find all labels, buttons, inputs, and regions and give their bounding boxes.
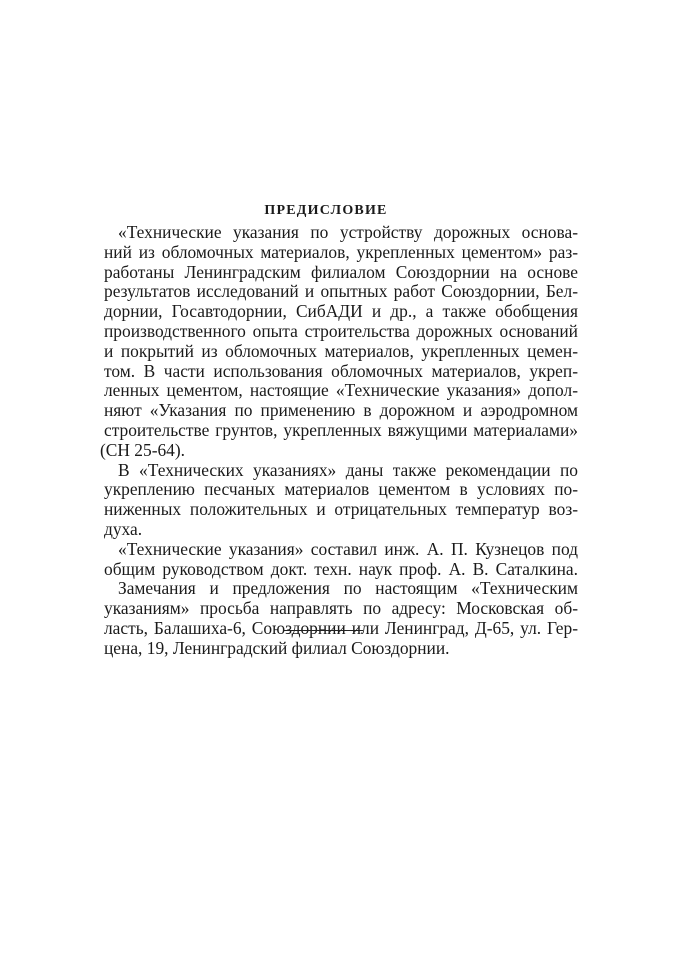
- text-line: цена, 19, Ленинградский филиал Союздорнии.: [104, 637, 450, 658]
- preface-text: [100, 222, 578, 659]
- text-line: том. В части использования обломочных материалов, укреп-: [104, 360, 578, 381]
- text-line: ленных цементом, настоящие «Технические указания» допол-: [104, 380, 578, 401]
- text-line: строительстве грунтов, укрепленных вяжущими материалами»: [104, 419, 578, 440]
- text-line: В «Технических указаниях» даны также рекомендации по: [118, 459, 578, 480]
- text-line: производственного опыта строительства дорожных оснований: [104, 320, 578, 341]
- text-line: няют «Указания по применению в дорожном и аэродромном: [104, 400, 578, 421]
- text-line: «Технические указания по устройству дорожных основа-: [118, 222, 578, 242]
- text-line: (СН 25-64).: [100, 439, 186, 460]
- text-line: духа.: [104, 518, 143, 539]
- text-line: общим руководством докт. техн. наук проф. А. В. Саталкина.: [104, 558, 578, 579]
- page-heading: ПРЕДИСЛОВИЕ: [264, 203, 388, 218]
- text-line: указаниям» просьба направлять по адресу: Московская об-: [104, 598, 578, 619]
- section-divider: [283, 630, 363, 631]
- text-line: работаны Ленинградским филиалом Союздорнии на основе: [104, 261, 578, 282]
- text-line: «Технические указания» составил инж. А. П. Кузнецов под: [118, 538, 578, 559]
- text-line: ниженных положительных и отрицательных температур воз-: [104, 499, 578, 520]
- text-line: результатов исследований и опытных работ Союздорнии, Бел-: [104, 281, 578, 302]
- text-line: ний из обломочных материалов, укрепленных цементом» раз-: [104, 241, 578, 262]
- text-line: ласть, Балашиха-6, Союздорнии или Ленинград, Д-65, ул. Гер-: [104, 617, 578, 638]
- text-line: дорнии, Госавтодорнии, СибАДИ и др., а также обобщения: [104, 301, 578, 322]
- text-line: Замечания и предложения по настоящим «Техническим: [118, 578, 578, 599]
- text-line: и покрытий из обломочных материалов, укрепленных цемен-: [104, 340, 578, 361]
- text-line: укреплению песчаных материалов цементом в условиях по-: [104, 479, 578, 500]
